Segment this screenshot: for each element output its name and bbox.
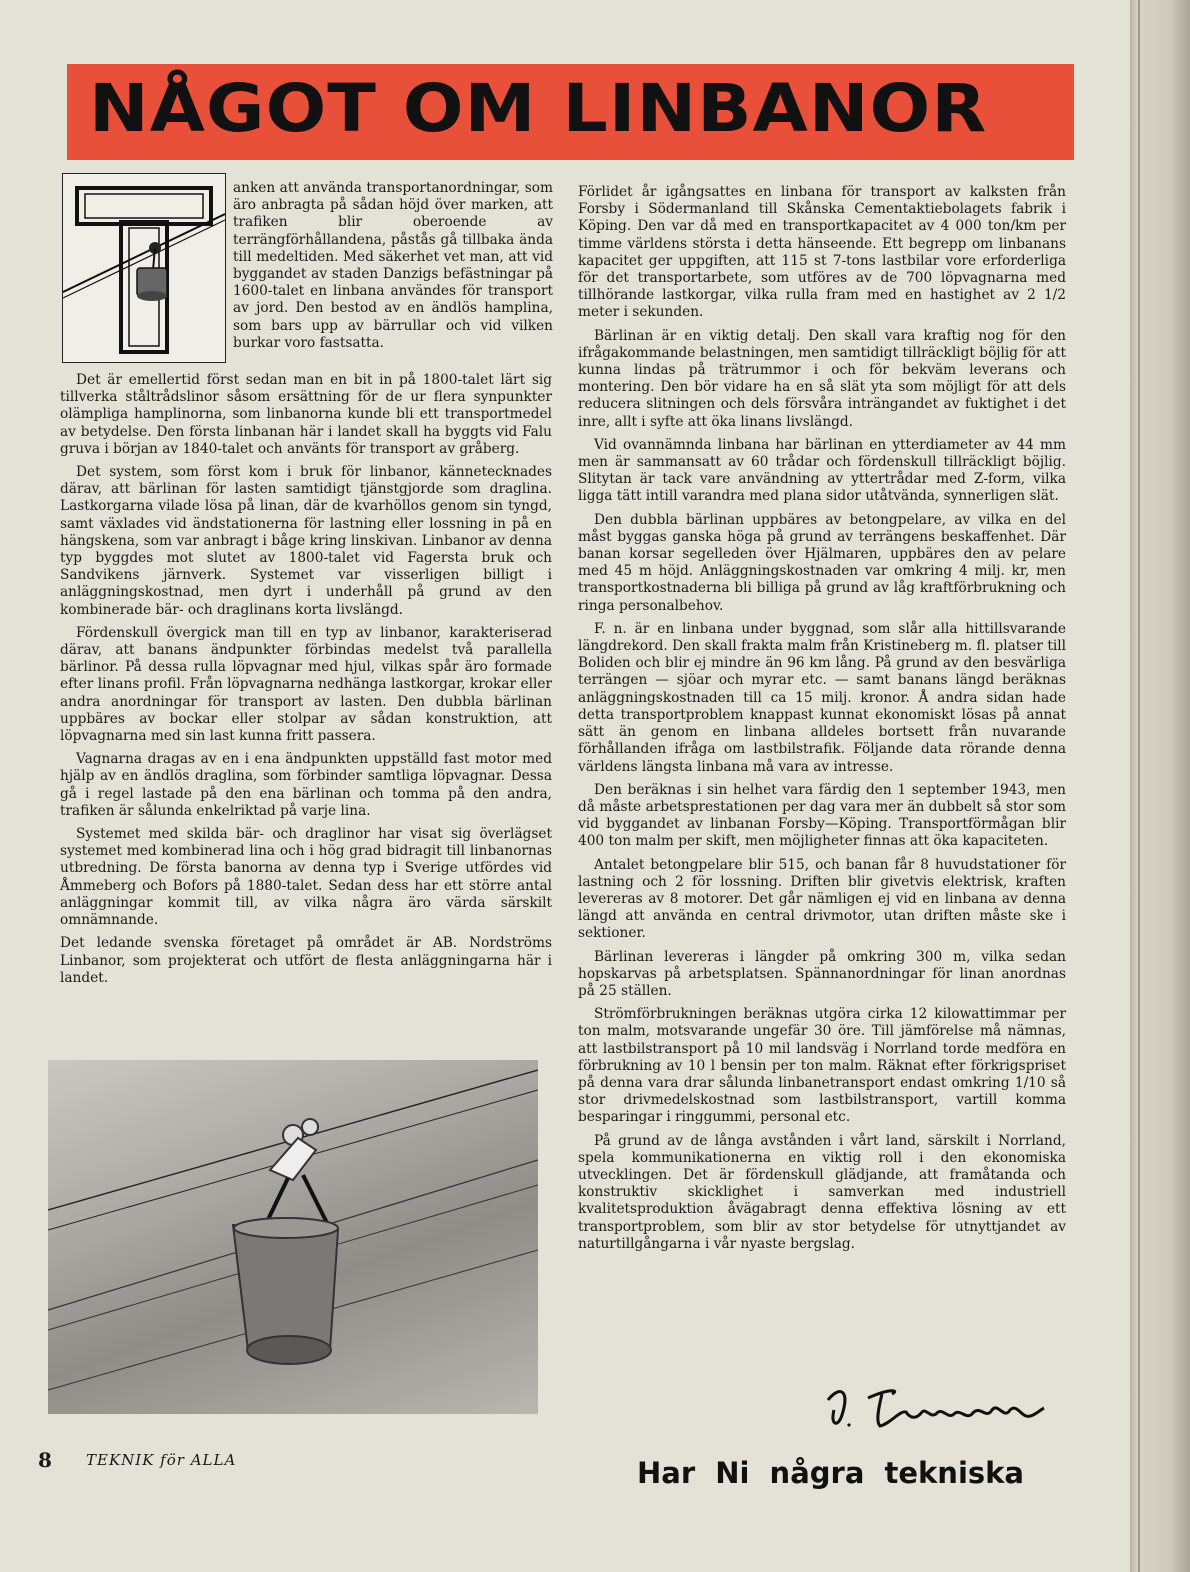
paragraph: På grund av de långa avstånden i vårt land, särskilt i Norrland, spela kommunikationerna en viktig roll i den ekonomiska utvecklingen. Det är fördenskull glädjande, att framåtanda och konstruktiv skicklighet i samverkan med industriell kvalitetsproduktion åvägabragt denna effektiva lösning av ett transportproblem, som blir av stor betydelse för utnyttjandet av naturtillgångarna i vår nyaste bergslag.: [578, 1132, 1066, 1252]
dropcap-illustration: [62, 173, 226, 363]
paragraph: Systemet med skilda bär- och draglinor har visat sig överlägset systemet med kombinerad lina och i hög grad bidragit till linbanornas utbredning. De första banorna av denna typ i Sverige utfördes vid Åmmeberg och Bofors på 1880-talet. Sedan dess har ett större antal anläggningar kommit till, av vilka några äro värda särskilt omnämnande.: [60, 826, 552, 929]
paragraph: Det ledande svenska företaget på området är AB. Nordströms Linbanor, som projekterat och utfört de flesta anläggningarna här i landet.: [60, 935, 552, 986]
signature-icon: [820, 1380, 1050, 1440]
paragraph: Förlidet år igångsattes en linbana för transport av kalksten från Forsby i Södermanland till Skånska Cementaktiebolagets fabrik i Köping. Den var då med en transportkapacitet av 4 000 ton/km per timme världens största i detta hänseende. Ett begrepp om linbanans kapacitet ger uppgiften, att 115 st 7-tons lastbilar vore erforderliga för det transportarbete, som utföres av de 700 löpvagnarna med tillhörande lastkorgar, vilka rulla fram med en hastighet av 2 1/2 meter i sekunden.: [578, 184, 1066, 321]
paragraph: Det är emellertid först sedan man en bit in på 1800-talet lärt sig tillverka ståltrådslinor såsom ersättning för de ur flera synpunkter olämpliga hamplinorna, som linbanorna kunde bli ett transportmedel av betydelse. Den första linbanan här i landet skall ha byggts vid Falu gruva i början av 1840-talet och använts för transport av gråberg.: [60, 372, 552, 457]
right-column: [578, 184, 1066, 1259]
paragraph: Det system, som först kom i bruk för linbanor, kännetecknades därav, att bärlinan för lasten samtidigt tjänstgjorde som draglina. Lastkorgarna vilade lösa på linan, där de kvarhöllos genom sin tyngd, samt växlades vid ändstationerna för lastning eller lossning in på en hängskena, som var anbragt i båge kring linskivan. Linbanor av denna typ byggdes mot slutet av 1800-talet vid Fagersta bruk och Sandvikens järnverk. Systemet var visserligen billigt i anläggningskostnad, men dyrt i underhåll på grund av den kombinerade bär- och draglinans korta livslängd.: [60, 464, 552, 618]
paragraph: Bärlinan är en viktig detalj. Den skall vara kraftig nog för den ifrågakommande belastningen, men samtidigt tillräckligt böjlig för att kunna lindas på trätrummor i och för bekväm leverans och montering. Den bör vidare ha en så slät yta som möjligt för att dels reducera slitningen och dels försvåra inträngandet av fuktighet i det inre, allt i syfte att öka linans livslängd.: [578, 327, 1066, 430]
page-number: 8: [38, 1448, 52, 1472]
paragraph: Vagnarna dragas av en i ena ändpunkten uppställd fast motor med hjälp av en ändlös draglina, som förbinder samtliga löpvagnar. Dessa gå i regel lastade på den ena bärlinan och tomma på den andra, trafiken är sålunda enkelriktad på varje lina.: [60, 751, 552, 819]
spine-edge: [1138, 0, 1140, 1572]
article-title: NÅGOT OM LINBANOR: [89, 70, 988, 147]
paragraph: Bärlinan levereras i längder på omkring 300 m, vilka sedan hopskarvas på arbetsplatsen. Spännanordningar för linan anordnas på 25 ställen.: [578, 948, 1066, 999]
paragraph: Strömförbrukningen beräknas utgöra cirka 12 kilowattimmar per ton malm, motsvarande ungefär 30 öre. Till jämförelse må nämnas, att lastbilstransport på 10 mil landsväg i Norrland torde medföra en förbrukning av 10 l bensin per ton malm. Räknat efter förkrigspriset på denna vara drar sålunda linbanetransport endast omkring 1/10 så stor drivmedelskostnad som lastbilstransport, vartill komma besparingar i ringgummi, personal etc.: [578, 1006, 1066, 1126]
left-column: [60, 372, 552, 993]
intro-paragraph: [233, 180, 553, 352]
magazine-name: TEKNIK för ALLA: [86, 1451, 237, 1469]
title-banner: [67, 64, 1074, 160]
cable-car-photo: [48, 1060, 538, 1414]
cable-car-icon: [48, 1060, 538, 1414]
paragraph: Vid ovannämnda linbana har bärlinan en ytterdiameter av 44 mm men är sammansatt av 60 trådar och fördenskull tillräckligt böjlig. Slitytan är tack vare användning av yttertrådar med Z-form, vilka ligga tätt intill varandra med plana sidor utåtvända, synnerligen slät.: [578, 436, 1066, 505]
intro-text: anken att använda transportanordningar, som äro anbragta på sådan höjd över marken, att trafiken blir oberoende av terrängförhållandena, påstås gå tillbaka ända till medeltiden. Med säkerhet vet man, att vid byggandet av staden Danzigs befästningar på 1600-talet en linbana användes för transport av jord. Den bestod av en ändlös hamplina, som bars upp av bärrullar och vid vilken burkar voro fastsatta.: [233, 180, 553, 351]
dropcap-t-cablecar-icon: [63, 174, 225, 362]
author-signature: [820, 1380, 1050, 1444]
paragraph: F. n. är en linbana under byggnad, som slår alla hittillsvarande längdrekord. Den skall frakta malm från Kristineberg m. fl. platser till Boliden och blir ej mindre än 96 km lång. På grund av den besvärliga terrängen — sjöar och myrar etc. — samt banans längd beräknas anläggningskostnaden till ca 15 milj. kronor. Å andra sidan hade detta transportproblem knappast kunnat ekonomiskt lösas på annat sätt än genom en linbana alldeles bortsett från nuvarande förhållanden ifråga om lastbilstrafik. Följande data rörande denna världens längsta linbana må vara av intresse.: [578, 620, 1066, 775]
paragraph: Den beräknas i sin helhet vara färdig den 1 september 1943, men då måste arbetsprestationen per dag vara mer än dubbelt så stor som vid byggandet av linbanan Forsby—Köping. Transportförmågan blir 400 ton malm per skift, men möjligheter finnas att öka kapaciteten.: [578, 781, 1066, 850]
paragraph: Fördenskull övergick man till en typ av linbanor, karakteriserad därav, att banans ändpunkter förbindas medelst två parallella bärlinor. På dessa rulla löpvagnar med hjul, vilkas spår äro formade efter linans profil. Från löpvagnarna nedhänga lastkorgar, krokar eller andra anordningar för transport av lasten. Den dubbla bärlinan uppbäres av bockar eller stolpar av sådan konstruktion, att löpvagnarna med sin last kunna fritt passera.: [60, 624, 552, 745]
paragraph: Den dubbla bärlinan uppbäres av betongpelare, av vilka en del måst byggas ganska höga på grund av terrängens beskaffenhet. Där banan korsar segelleden över Hjälmaren, uppbäres den av pelare med 45 m höjd. Anläggningskostnaden var omkring 4 milj. kr, men transportkostnaderna bli billiga på grund av låg kraftförbrukning och ringa personalbehov.: [578, 511, 1066, 614]
next-article-teaser: Har Ni några tekniska: [637, 1456, 1025, 1490]
paragraph: Antalet betongpelare blir 515, och banan får 8 huvudstationer för lastning och 2 för lossning. Driften blir givetvis elektrisk, kraften levereras av 8 motorer. Det går nämligen ej vid en linbana av denna längd att använda en central drivmotor, utan driften måste ske i sektioner.: [578, 856, 1066, 942]
